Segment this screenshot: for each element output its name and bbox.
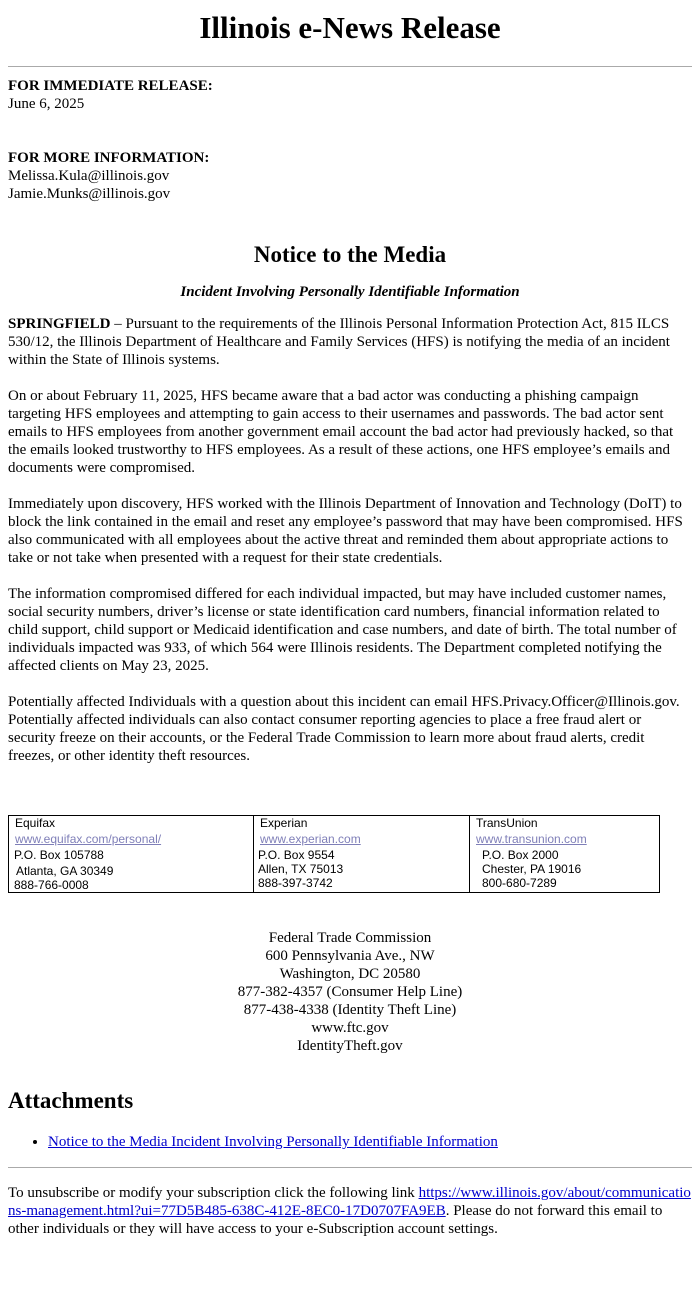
- footer-text: [8, 1184, 692, 1238]
- agency-link[interactable]: www.equifax.com/personal/: [15, 832, 162, 846]
- ftc-consumer-line: 877-382-4357 (Consumer Help Line): [237, 984, 463, 1000]
- agency-address-2: Atlanta, GA 30349: [16, 864, 114, 878]
- agency-phone: 888-766-0008: [14, 878, 89, 892]
- attachment-link[interactable]: Notice to the Media Incident Involving Personally Identifiable Information: [48, 1134, 498, 1150]
- paragraph-4: The information compromised differed for each individual impacted, but may have included customer names, social security numbers, driver’s license or state identification card numbers, financial information related to child support, child support or Medicaid identification and case numbers, and date of birth. The total number of individuals impacted was 933, of which 564 were Illinois residents. The Department completed notifying the affected clients on May 23, 2025.: [8, 586, 677, 674]
- agency-name: Equifax: [15, 816, 56, 830]
- release-label: FOR IMMEDIATE RELEASE:: [8, 78, 213, 94]
- ftc-website: www.ftc.gov: [311, 1020, 389, 1036]
- ftc-city: Washington, DC 20580: [279, 966, 421, 982]
- ftc-identity-line: 877-438-4338 (Identity Theft Line): [243, 1002, 457, 1018]
- dateline: SPRINGFIELD: [8, 316, 111, 332]
- ftc-block: [8, 929, 692, 1055]
- agency-link[interactable]: www.transunion.com: [476, 832, 587, 846]
- notice-subheading: Incident Involving Personally Identifiable Information: [180, 284, 520, 300]
- paragraph-2: On or about February 11, 2025, HFS became aware that a bad actor was conducting a phishing campaign targeting HFS employees and attempting to gain access to their usernames and passwords. The bad actor sent emails to HFS employees from another government email account the bad actor had previously hacked, so that the emails looked trustworthy to HFS employees. As a result of these actions, one HFS employee’s emails and documents were compromised.: [8, 388, 674, 476]
- contact-email-1[interactable]: Melissa.Kula@illinois.gov: [8, 168, 170, 184]
- agency-link[interactable]: www.experian.com: [260, 832, 361, 846]
- ftc-name: Federal Trade Commission: [268, 930, 432, 946]
- release-date: June 6, 2025: [8, 96, 85, 112]
- agency-address-2: Chester, PA 19016: [482, 862, 582, 876]
- credit-agencies-table: [8, 815, 660, 893]
- agency-name: TransUnion: [476, 816, 538, 830]
- agency-transunion: [470, 816, 660, 893]
- agency-equifax: [9, 816, 254, 893]
- contact-label: FOR MORE INFORMATION:: [8, 150, 210, 166]
- agency-address-1: P.O. Box 9554: [258, 848, 335, 862]
- attachments-heading: Attachments: [8, 1088, 134, 1113]
- agency-phone: 800-680-7289: [482, 876, 557, 890]
- agency-experian: [254, 816, 470, 893]
- agency-phone: 888-397-3742: [258, 876, 333, 890]
- notice-heading: Notice to the Media: [253, 242, 447, 267]
- contact-email-2[interactable]: Jamie.Munks@illinois.gov: [8, 186, 171, 202]
- list-item: [48, 1133, 692, 1151]
- attachments-list: [8, 1133, 692, 1151]
- ftc-street: 600 Pennsylvania Ave., NW: [265, 948, 435, 964]
- release-block: [8, 77, 692, 113]
- page-title: Illinois e-News Release: [199, 10, 501, 45]
- agency-name: Experian: [260, 816, 308, 830]
- agency-address-2: Allen, TX 75013: [258, 862, 344, 876]
- paragraph-1-text: – Pursuant to the requirements of the Illinois Personal Information Protection Act, 815 ILCS 530/12, the Illinois Department of Healthcare and Family Services (HFS) is notifying the media of an incident within the State of Illinois systems.: [8, 316, 670, 368]
- agency-address-1: P.O. Box 2000: [482, 848, 559, 862]
- contact-block: [8, 149, 692, 203]
- paragraph-1: [8, 315, 692, 369]
- ftc-identitytheft-site: IdentityTheft.gov: [297, 1038, 403, 1054]
- footer-text-2: . Please do not forward this email to other individuals or they will have access to your e-Subscription account settings.: [8, 1203, 663, 1237]
- paragraph-5: Potentially affected Individuals with a question about this incident can email HFS.Privacy.Officer@Illinois.gov. Potentially affected individuals can also contact consumer reporting agencies to place a free fraud alert or security freeze on their accounts, or the Federal Trade Commission to learn more about fraud alerts, credit freezes, or other identity theft resources.: [8, 694, 680, 764]
- paragraph-3: Immediately upon discovery, HFS worked with the Illinois Department of Innovation and Technology (DoIT) to block the link contained in the email and reset any employee’s password that may have been compromised. HFS also communicated with all employees about the active threat and reminded them about appropriate actions to take or not take when presented with a request for their state credentials.: [8, 496, 683, 566]
- footer-text-1: To unsubscribe or modify your subscription click the following link: [8, 1185, 419, 1201]
- agency-address-1: P.O. Box 105788: [14, 848, 104, 862]
- unsubscribe-link[interactable]: https://www.illinois.gov/about/communications-management.html?ui=77D5B485-638C-412E-8EC0-17D0707FA9EB: [8, 1185, 691, 1219]
